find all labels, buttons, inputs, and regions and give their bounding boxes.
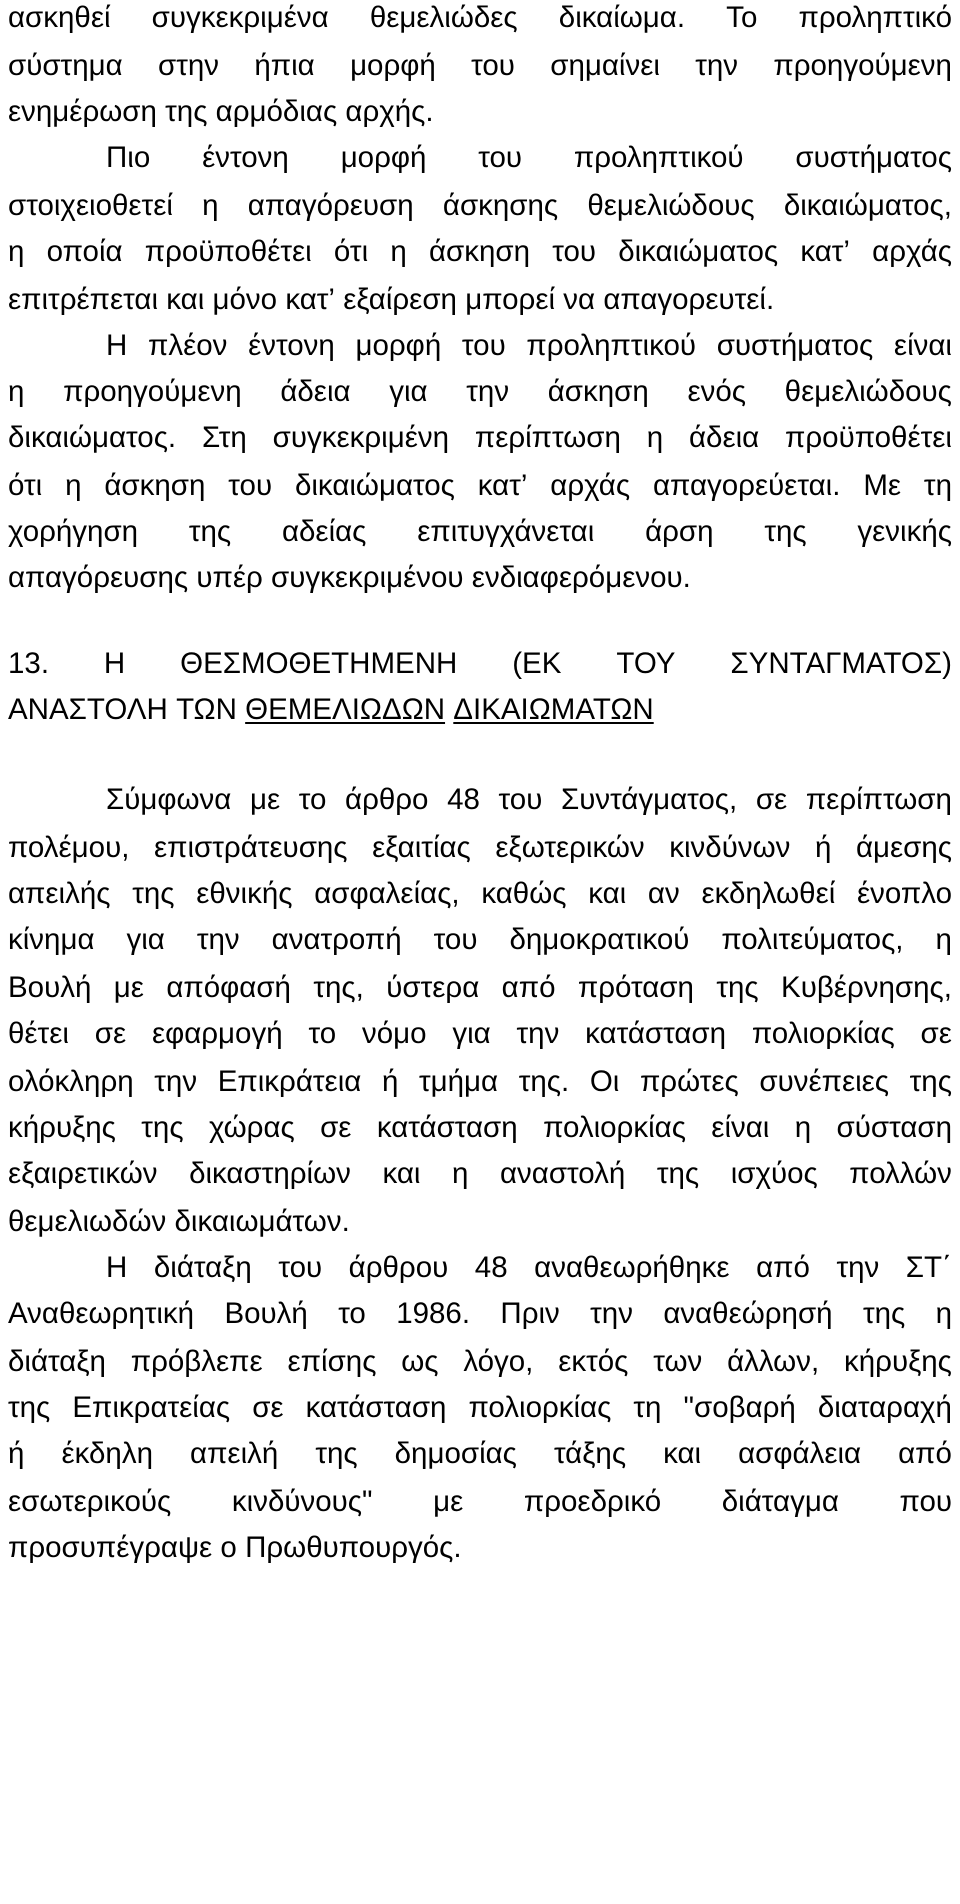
- word: στην: [158, 49, 220, 83]
- word: της: [656, 1157, 700, 1191]
- word: εξωτερικών: [495, 831, 645, 865]
- word: κατάσταση: [376, 1111, 518, 1145]
- word: της,: [313, 971, 364, 1005]
- text-line: [8, 420, 952, 456]
- word: που: [899, 1485, 952, 1519]
- word: καθώς: [481, 877, 567, 911]
- word: εκτός: [558, 1345, 629, 1379]
- word: (ΕΚ: [512, 647, 562, 681]
- text-line: [8, 692, 952, 728]
- word: πολλών: [849, 1157, 952, 1191]
- word: Βουλή: [224, 1297, 308, 1331]
- word: της: [141, 1111, 184, 1145]
- word: της: [8, 1391, 51, 1425]
- word: τάξης: [553, 1437, 627, 1471]
- word: και: [382, 1157, 421, 1191]
- word: ασφάλεια: [738, 1437, 862, 1471]
- word: εξαίρεση: [343, 283, 457, 317]
- word: την: [836, 1251, 880, 1285]
- text-line: [8, 188, 952, 224]
- word: "σοβαρή: [683, 1391, 796, 1425]
- word: χώρας: [208, 1111, 295, 1145]
- word: πολιτεύματος,: [721, 923, 904, 957]
- word: πλέον: [148, 329, 228, 363]
- word: της: [132, 877, 175, 911]
- word: θεμελιώδες: [369, 1, 518, 35]
- word: ΑΝΑΣΤΟΛΗ: [8, 693, 168, 727]
- word: 48: [447, 783, 480, 817]
- word: Πιο: [106, 141, 151, 175]
- text-line: [8, 1016, 952, 1052]
- word: αρχάς: [872, 235, 952, 269]
- word: της: [716, 971, 759, 1005]
- word: η: [8, 235, 25, 269]
- word: προληπτικού: [526, 329, 697, 363]
- word: εκδηλωθεί: [701, 877, 836, 911]
- word: δικαιώματος.: [8, 421, 177, 455]
- word: ενός: [687, 375, 746, 409]
- word: η: [935, 1297, 952, 1331]
- text-line: [8, 876, 952, 912]
- word: ολόκληρη: [8, 1065, 134, 1099]
- word: κατάσταση: [585, 1017, 727, 1051]
- word: από: [501, 971, 556, 1005]
- word: της: [188, 515, 232, 549]
- word: την: [695, 49, 739, 83]
- word: του: [471, 49, 515, 83]
- word: σε: [94, 1017, 127, 1051]
- word: της: [764, 515, 807, 549]
- word: διαταραχή: [817, 1391, 952, 1425]
- word: ΘΕΜΕΛΙΩΔΩΝ: [245, 693, 446, 727]
- word: άλλων,: [727, 1345, 820, 1379]
- word: αρμόδιας: [215, 95, 338, 129]
- word: Με: [863, 469, 902, 503]
- word: δικαιώματος: [294, 469, 455, 503]
- word: θέτει: [8, 1017, 69, 1051]
- word: και: [166, 283, 205, 317]
- word: σε: [920, 1017, 952, 1051]
- word: του: [552, 235, 596, 269]
- word: της: [862, 1297, 906, 1331]
- word: της: [315, 1437, 358, 1471]
- text-line: [8, 970, 952, 1006]
- word: αν: [647, 877, 680, 911]
- word: έκδηλη: [61, 1437, 153, 1471]
- word: απειλής: [8, 877, 111, 911]
- word: του: [433, 923, 478, 957]
- word: εθνικής: [196, 877, 293, 911]
- word: από: [898, 1437, 952, 1471]
- word: μπορεί: [465, 283, 556, 317]
- word: την: [590, 1297, 633, 1331]
- word: Κυβέρνησης,: [781, 971, 952, 1005]
- word: μορφή: [350, 49, 436, 83]
- word: δικαιώματος,: [783, 189, 952, 223]
- word: ένοπλο: [857, 877, 952, 911]
- word: άδεια: [688, 421, 760, 455]
- word: η: [646, 421, 664, 455]
- word: σύσταση: [836, 1111, 952, 1145]
- text-line: [8, 1436, 952, 1472]
- word: εξαιτίας: [372, 831, 471, 865]
- word: άσκηση: [104, 469, 206, 503]
- word: η: [390, 235, 407, 269]
- text-line: [106, 140, 952, 176]
- word: το: [308, 1017, 337, 1051]
- word: λόγο,: [463, 1345, 534, 1379]
- word: σε: [320, 1111, 352, 1145]
- word: Η: [103, 647, 126, 681]
- word: ασκηθεί: [8, 1, 111, 35]
- text-line: [8, 1204, 952, 1240]
- word: σύστημα: [8, 49, 123, 83]
- word: το: [298, 783, 327, 817]
- word: ΤΟΥ: [616, 647, 676, 681]
- word: δικαστηρίων: [189, 1157, 351, 1191]
- text-line: [8, 0, 952, 36]
- word: προληπτικό: [798, 1, 952, 35]
- text-line: [8, 1064, 952, 1100]
- word: αδείας: [281, 515, 367, 549]
- word: άμεσης: [855, 831, 952, 865]
- word: προηγούμενη: [63, 375, 242, 409]
- text-line: [106, 328, 952, 364]
- text-line: [8, 1110, 952, 1146]
- word: θεμελιώδους: [587, 189, 755, 223]
- word: αναστολή: [499, 1157, 626, 1191]
- word: επιτρέπεται: [8, 283, 158, 317]
- text-line: [8, 94, 952, 130]
- word: κήρυξης: [8, 1111, 116, 1145]
- word: ενημέρωση: [8, 95, 157, 129]
- text-line: [8, 560, 952, 596]
- word: ισχύος: [730, 1157, 818, 1191]
- word: η: [202, 189, 219, 223]
- word: πρώτες: [639, 1065, 739, 1099]
- word: θεμελιωδών: [8, 1205, 167, 1239]
- word: ΣΤ΄: [905, 1251, 952, 1285]
- word: την: [196, 923, 240, 957]
- word: ήπια: [254, 49, 315, 83]
- text-line: [106, 782, 952, 818]
- word: Επικράτεια: [217, 1065, 362, 1099]
- text-line: [106, 1250, 952, 1286]
- word: σε: [252, 1391, 284, 1425]
- word: Στη: [201, 421, 247, 455]
- word: δικαίωμα.: [558, 1, 686, 35]
- word: μορφή: [355, 329, 442, 363]
- word: έντονη: [202, 141, 289, 175]
- word: τη: [633, 1391, 662, 1425]
- word: άσκηση: [547, 375, 649, 409]
- word: πολέμου,: [8, 831, 130, 865]
- word: του: [461, 329, 506, 363]
- word: σε: [755, 783, 788, 817]
- word: ΔΙΚΑΙΩΜΑΤΩΝ: [453, 693, 654, 727]
- text-line: [8, 1390, 952, 1426]
- word: μορφή: [340, 141, 427, 175]
- word: τη: [923, 469, 952, 503]
- word: επίσης: [287, 1345, 377, 1379]
- word: προϋποθέτει: [785, 421, 952, 455]
- word: απαγορευτεί.: [603, 283, 775, 317]
- text-line: [8, 234, 952, 270]
- word: Η: [106, 329, 128, 363]
- word: της: [909, 1065, 952, 1099]
- word: είναι: [893, 329, 952, 363]
- word: μόνο: [212, 283, 278, 317]
- word: περίπτωση: [474, 421, 621, 455]
- word: άσκηση: [428, 235, 530, 269]
- word: διάταγμα: [721, 1485, 839, 1519]
- word: υπέρ: [196, 561, 263, 595]
- text-line: [8, 830, 952, 866]
- word: συστήματος: [716, 329, 874, 363]
- word: συστήματος: [795, 141, 952, 175]
- word: συνέπειες: [759, 1065, 890, 1099]
- word: απαγορεύεται.: [652, 469, 841, 503]
- word: κίνημα: [8, 923, 95, 957]
- word: του: [228, 469, 273, 503]
- text-line: [8, 282, 952, 318]
- word: εσωτερικούς: [8, 1485, 172, 1519]
- word: η: [8, 375, 25, 409]
- word: Οι: [589, 1065, 620, 1099]
- word: προηγούμενη: [773, 49, 952, 83]
- word: και: [663, 1437, 702, 1471]
- word: απαγόρευσης: [8, 561, 189, 595]
- word: άρθρου: [348, 1251, 449, 1285]
- word: άδεια: [280, 375, 351, 409]
- word: με: [249, 783, 281, 817]
- text-line: [8, 1296, 952, 1332]
- word: αρχής.: [345, 95, 434, 129]
- word: η: [935, 923, 952, 957]
- word: κατ’: [285, 283, 335, 317]
- word: με: [433, 1485, 464, 1519]
- word: Πρωθυπουργός.: [245, 1531, 462, 1565]
- word: ΣΥΝΤΑΓΜΑΤΟΣ): [730, 647, 952, 681]
- word: των: [653, 1345, 703, 1379]
- word: περίπτωση: [805, 783, 952, 817]
- word: για: [389, 375, 428, 409]
- word: ως: [401, 1345, 439, 1379]
- word: από: [756, 1251, 810, 1285]
- word: ή: [8, 1437, 25, 1471]
- text-line: [8, 1156, 952, 1192]
- word: η: [452, 1157, 469, 1191]
- word: αρχάς: [550, 469, 631, 503]
- word: δημοκρατικού: [509, 923, 690, 957]
- word: της.: [518, 1065, 570, 1099]
- word: το: [338, 1297, 366, 1331]
- word: πολιορκίας: [543, 1111, 686, 1145]
- word: συγκεκριμένα: [151, 1, 329, 35]
- word: χορήγηση: [8, 515, 139, 549]
- word: πολιορκίας: [751, 1017, 895, 1051]
- word: διάταξη: [153, 1251, 252, 1285]
- text-line: [8, 1484, 952, 1520]
- word: Συντάγματος,: [560, 783, 738, 817]
- text-line: [8, 1344, 952, 1380]
- word: απαγόρευση: [247, 189, 414, 223]
- word: θεμελιώδους: [784, 375, 952, 409]
- word: για: [452, 1017, 491, 1051]
- word: γενικής: [857, 515, 952, 549]
- word: Σύμφωνα: [106, 783, 232, 817]
- text-line: [8, 922, 952, 958]
- word: και: [588, 877, 627, 911]
- word: σημαίνει: [550, 49, 660, 83]
- word: 48: [474, 1251, 508, 1285]
- word: επιτυγχάνεται: [417, 515, 595, 549]
- text-line: [8, 1530, 952, 1566]
- text-line: [8, 48, 952, 84]
- word: ότι: [8, 469, 43, 503]
- word: του: [278, 1251, 323, 1285]
- word: Το: [726, 1, 758, 35]
- word: συγκεκριμένου: [271, 561, 464, 595]
- word: Βουλή: [8, 971, 92, 1005]
- word: δικαιώματος: [618, 235, 779, 269]
- word: διάταξη: [8, 1345, 106, 1379]
- word: 1986.: [396, 1297, 471, 1331]
- word: προεδρικό: [523, 1485, 662, 1519]
- word: ανατροπή: [271, 923, 402, 957]
- word: εφαρμογή: [151, 1017, 283, 1051]
- word: κατ’: [800, 235, 850, 269]
- word: είναι: [711, 1111, 770, 1145]
- word: ο: [220, 1531, 237, 1565]
- word: στοιχειοθετεί: [8, 189, 173, 223]
- word: ή: [381, 1065, 399, 1099]
- word: ενδιαφερόμενου.: [471, 561, 691, 595]
- word: προϋποθέτει: [144, 235, 312, 269]
- word: απόφασή: [166, 971, 291, 1005]
- word: της: [165, 95, 208, 129]
- word: Αναθεωρητική: [8, 1297, 195, 1331]
- word: Η: [106, 1251, 128, 1285]
- word: ΘΕΣΜΟΘΕΤΗΜΕΝΗ: [180, 647, 458, 681]
- text-line: [8, 468, 952, 504]
- word: δικαιωμάτων.: [174, 1205, 350, 1239]
- text-line: [8, 374, 952, 410]
- word: ή: [814, 831, 832, 865]
- word: ότι: [333, 235, 369, 269]
- word: την: [154, 1065, 198, 1099]
- word: κινδύνους": [231, 1485, 373, 1519]
- word: ύστερα: [386, 971, 480, 1005]
- word: άσκησης: [442, 189, 559, 223]
- word: κήρυξης: [844, 1345, 952, 1379]
- word: συγκεκριμένη: [272, 421, 450, 455]
- word: άρση: [645, 515, 714, 549]
- word: νόμο: [361, 1017, 427, 1051]
- word: για: [126, 923, 165, 957]
- word: προληπτικού: [573, 141, 744, 175]
- word: οποία: [46, 235, 123, 269]
- word: ΤΩΝ: [176, 693, 237, 727]
- word: κινδύνων: [669, 831, 791, 865]
- word: 13.: [8, 647, 50, 681]
- word: προσυπέγραψε: [8, 1531, 213, 1565]
- word: την: [466, 375, 510, 409]
- word: Επικρατείας: [72, 1391, 231, 1425]
- word: του: [498, 783, 543, 817]
- word: πρόβλεπε: [130, 1345, 263, 1379]
- word: πρόταση: [577, 971, 694, 1005]
- word: έντονη: [248, 329, 335, 363]
- word: επιστράτευσης: [154, 831, 348, 865]
- word: αναθεώρησή: [663, 1297, 833, 1331]
- word: ασφαλείας,: [314, 877, 460, 911]
- word: την: [516, 1017, 560, 1051]
- word: εξαιρετικών: [8, 1157, 158, 1191]
- word: η: [794, 1111, 812, 1145]
- word: του: [478, 141, 523, 175]
- word: κατ’: [477, 469, 528, 503]
- word: να: [563, 283, 596, 317]
- word: τμήμα: [418, 1065, 499, 1099]
- word: με: [113, 971, 144, 1005]
- word: κατάσταση: [305, 1391, 447, 1425]
- word: δημοσίας: [394, 1437, 517, 1471]
- word: άρθρο: [345, 783, 429, 817]
- word: πολιορκίας: [468, 1391, 612, 1425]
- word: η: [65, 469, 82, 503]
- word: απειλή: [190, 1437, 279, 1471]
- text-line: [8, 646, 952, 682]
- word: Πριν: [500, 1297, 560, 1331]
- word: αναθεωρήθηκε: [534, 1251, 730, 1285]
- text-line: [8, 514, 952, 550]
